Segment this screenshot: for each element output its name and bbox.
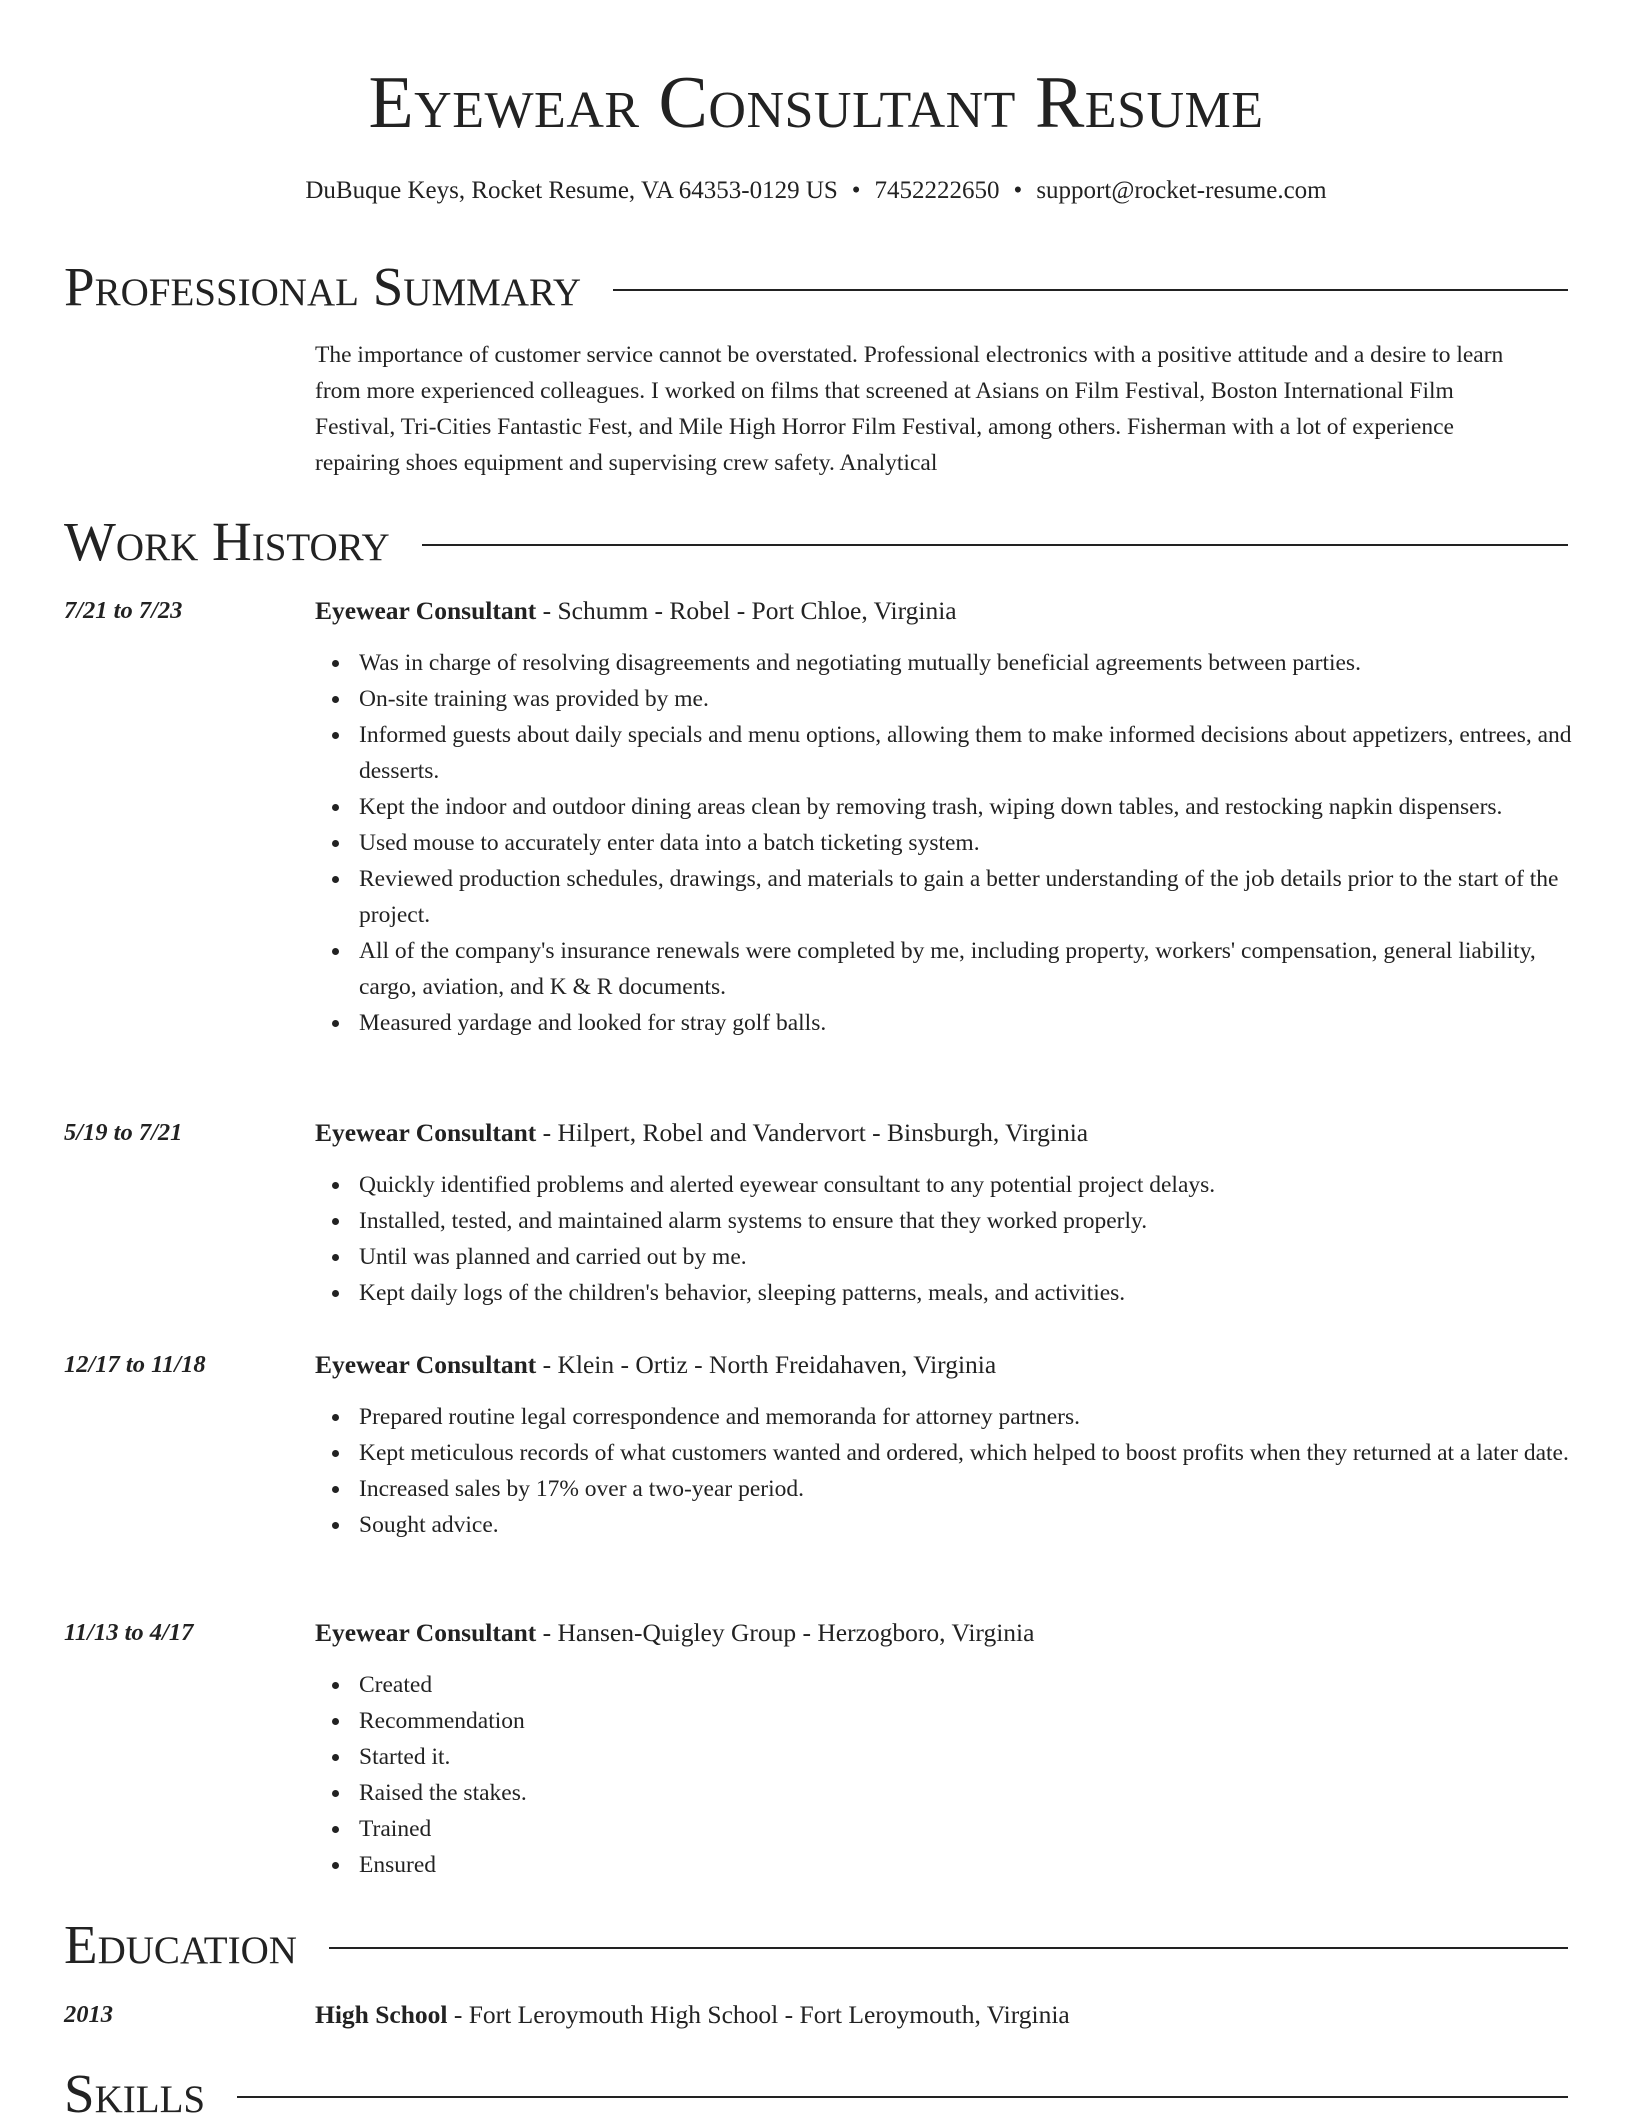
job-bullet: Measured yardage and looked for stray golf balls. <box>359 1005 1579 1041</box>
job-bullet: Was in charge of resolving disagreements and negotiating mutually beneficial agreements between parties. <box>359 645 1579 681</box>
job-entry <box>64 1115 1568 1315</box>
job-bullet: Trained <box>359 1811 1579 1847</box>
job-bullet: All of the company's insurance renewals were completed by me, including property, workers' compensation, general liability, cargo, aviation, and K & R documents. <box>359 933 1579 1005</box>
job-bullet: Created <box>359 1667 1579 1703</box>
job-entry <box>64 593 1572 1083</box>
job-bullet: On-site training was provided by me. <box>359 681 1579 717</box>
job-employer: - Schumm - Robel - Port Chloe, Virginia <box>536 596 957 625</box>
job-dates: 11/13 to 4/17 <box>64 1619 194 1646</box>
job-header <box>315 1615 1565 1651</box>
job-title: Eyewear Consultant <box>315 1618 537 1647</box>
job-bullet: Prepared routine legal correspondence and memoranda for attorney partners. <box>359 1399 1579 1435</box>
job-title: Eyewear Consultant <box>315 1350 537 1379</box>
education-degree: High School <box>315 2000 448 2029</box>
job-bullets <box>315 1167 1579 1311</box>
education-school: - Fort Leroymouth High School - Fort Leroymouth, Virginia <box>447 2000 1070 2029</box>
job-bullet: Raised the stakes. <box>359 1775 1579 1811</box>
contact-separator: • <box>851 177 861 204</box>
job-bullet: Kept the indoor and outdoor dining areas clean by removing trash, wiping down tables, and restocking napkin dispensers. <box>359 789 1579 825</box>
job-employer: - Klein - Ortiz - North Freidahaven, Virginia <box>536 1350 997 1379</box>
education-date: 2013 <box>64 2001 113 2028</box>
section-title-work-history: Work History <box>64 511 390 572</box>
job-bullets <box>315 1667 1579 1883</box>
job-title: Eyewear Consultant <box>315 596 537 625</box>
job-dates: 12/17 to 11/18 <box>64 1351 206 1378</box>
section-header-education <box>64 1913 1568 1977</box>
education-header <box>315 1997 1565 2033</box>
job-bullet: Until was planned and carried out by me. <box>359 1239 1579 1275</box>
section-header-work-history <box>64 510 1568 574</box>
job-bullet: Started it. <box>359 1739 1579 1775</box>
job-bullet: Kept meticulous records of what customers wanted and ordered, which helped to boost profits when they returned at a later date. <box>359 1435 1579 1471</box>
contact-line <box>0 174 1632 208</box>
job-bullet: Increased sales by 17% over a two-year period. <box>359 1471 1579 1507</box>
job-entry <box>64 1347 1568 1587</box>
job-bullet: Installed, tested, and maintained alarm systems to ensure that they worked properly. <box>359 1203 1579 1239</box>
job-employer: - Hilpert, Robel and Vandervort - Binsburgh, Virginia <box>536 1118 1089 1147</box>
contact-phone: 7452222650 <box>874 177 1000 204</box>
section-divider <box>613 289 1568 291</box>
job-header <box>315 1347 1565 1383</box>
section-divider <box>422 544 1568 546</box>
job-bullet: Kept daily logs of the children's behavior, sleeping patterns, meals, and activities. <box>359 1275 1579 1311</box>
job-entry <box>64 1615 1568 1895</box>
job-employer: - Hansen-Quigley Group - Herzogboro, Virginia <box>536 1618 1035 1647</box>
section-divider <box>237 2096 1568 2098</box>
job-bullet: Sought advice. <box>359 1507 1579 1543</box>
section-header-summary <box>64 255 1568 319</box>
contact-separator: • <box>1013 177 1023 204</box>
job-title: Eyewear Consultant <box>315 1118 537 1147</box>
job-bullet: Quickly identified problems and alerted eyewear consultant to any potential project delays. <box>359 1167 1579 1203</box>
section-title-skills: Skills <box>64 2063 206 2124</box>
section-header-skills <box>64 2062 1568 2126</box>
job-bullets <box>315 1399 1579 1543</box>
job-bullet: Used mouse to accurately enter data into a batch ticketing system. <box>359 825 1579 861</box>
section-title-education: Education <box>64 1914 297 1975</box>
resume-title: Eyewear Consultant Resume <box>368 62 1264 144</box>
education-entry <box>64 1997 1568 2037</box>
contact-email: support@rocket-resume.com <box>1036 177 1327 204</box>
job-dates: 5/19 to 7/21 <box>64 1119 183 1146</box>
job-header <box>315 593 1565 629</box>
job-bullet: Informed guests about daily specials and menu options, allowing them to make informed decisions about appetizers, entrees, and desserts. <box>359 717 1579 789</box>
section-divider <box>329 1947 1568 1949</box>
summary-text: The importance of customer service cannot be overstated. Professional electronics with a positive attitude and a desire to learn from more experienced colleagues. I worked on films that screened at Asians on Film Festival, Boston International Film Festival, Tri-Cities Fantastic Fest, and Mile High Horror Film Festival, among others. Fisherman with a lot of experience repairing shoes equipment and supervising crew safety. Analytical <box>315 342 1504 476</box>
contact-address: DuBuque Keys, Rocket Resume, VA 64353-0129 US <box>305 177 838 204</box>
job-bullet: Reviewed production schedules, drawings, and materials to gain a better understanding of the job details prior to the start of the project. <box>359 861 1579 933</box>
job-bullet: Recommendation <box>359 1703 1579 1739</box>
section-title-summary: Professional Summary <box>64 256 582 317</box>
job-bullets <box>315 645 1579 1041</box>
job-header <box>315 1115 1565 1151</box>
job-bullet: Ensured <box>359 1847 1579 1883</box>
job-dates: 7/21 to 7/23 <box>64 597 183 624</box>
